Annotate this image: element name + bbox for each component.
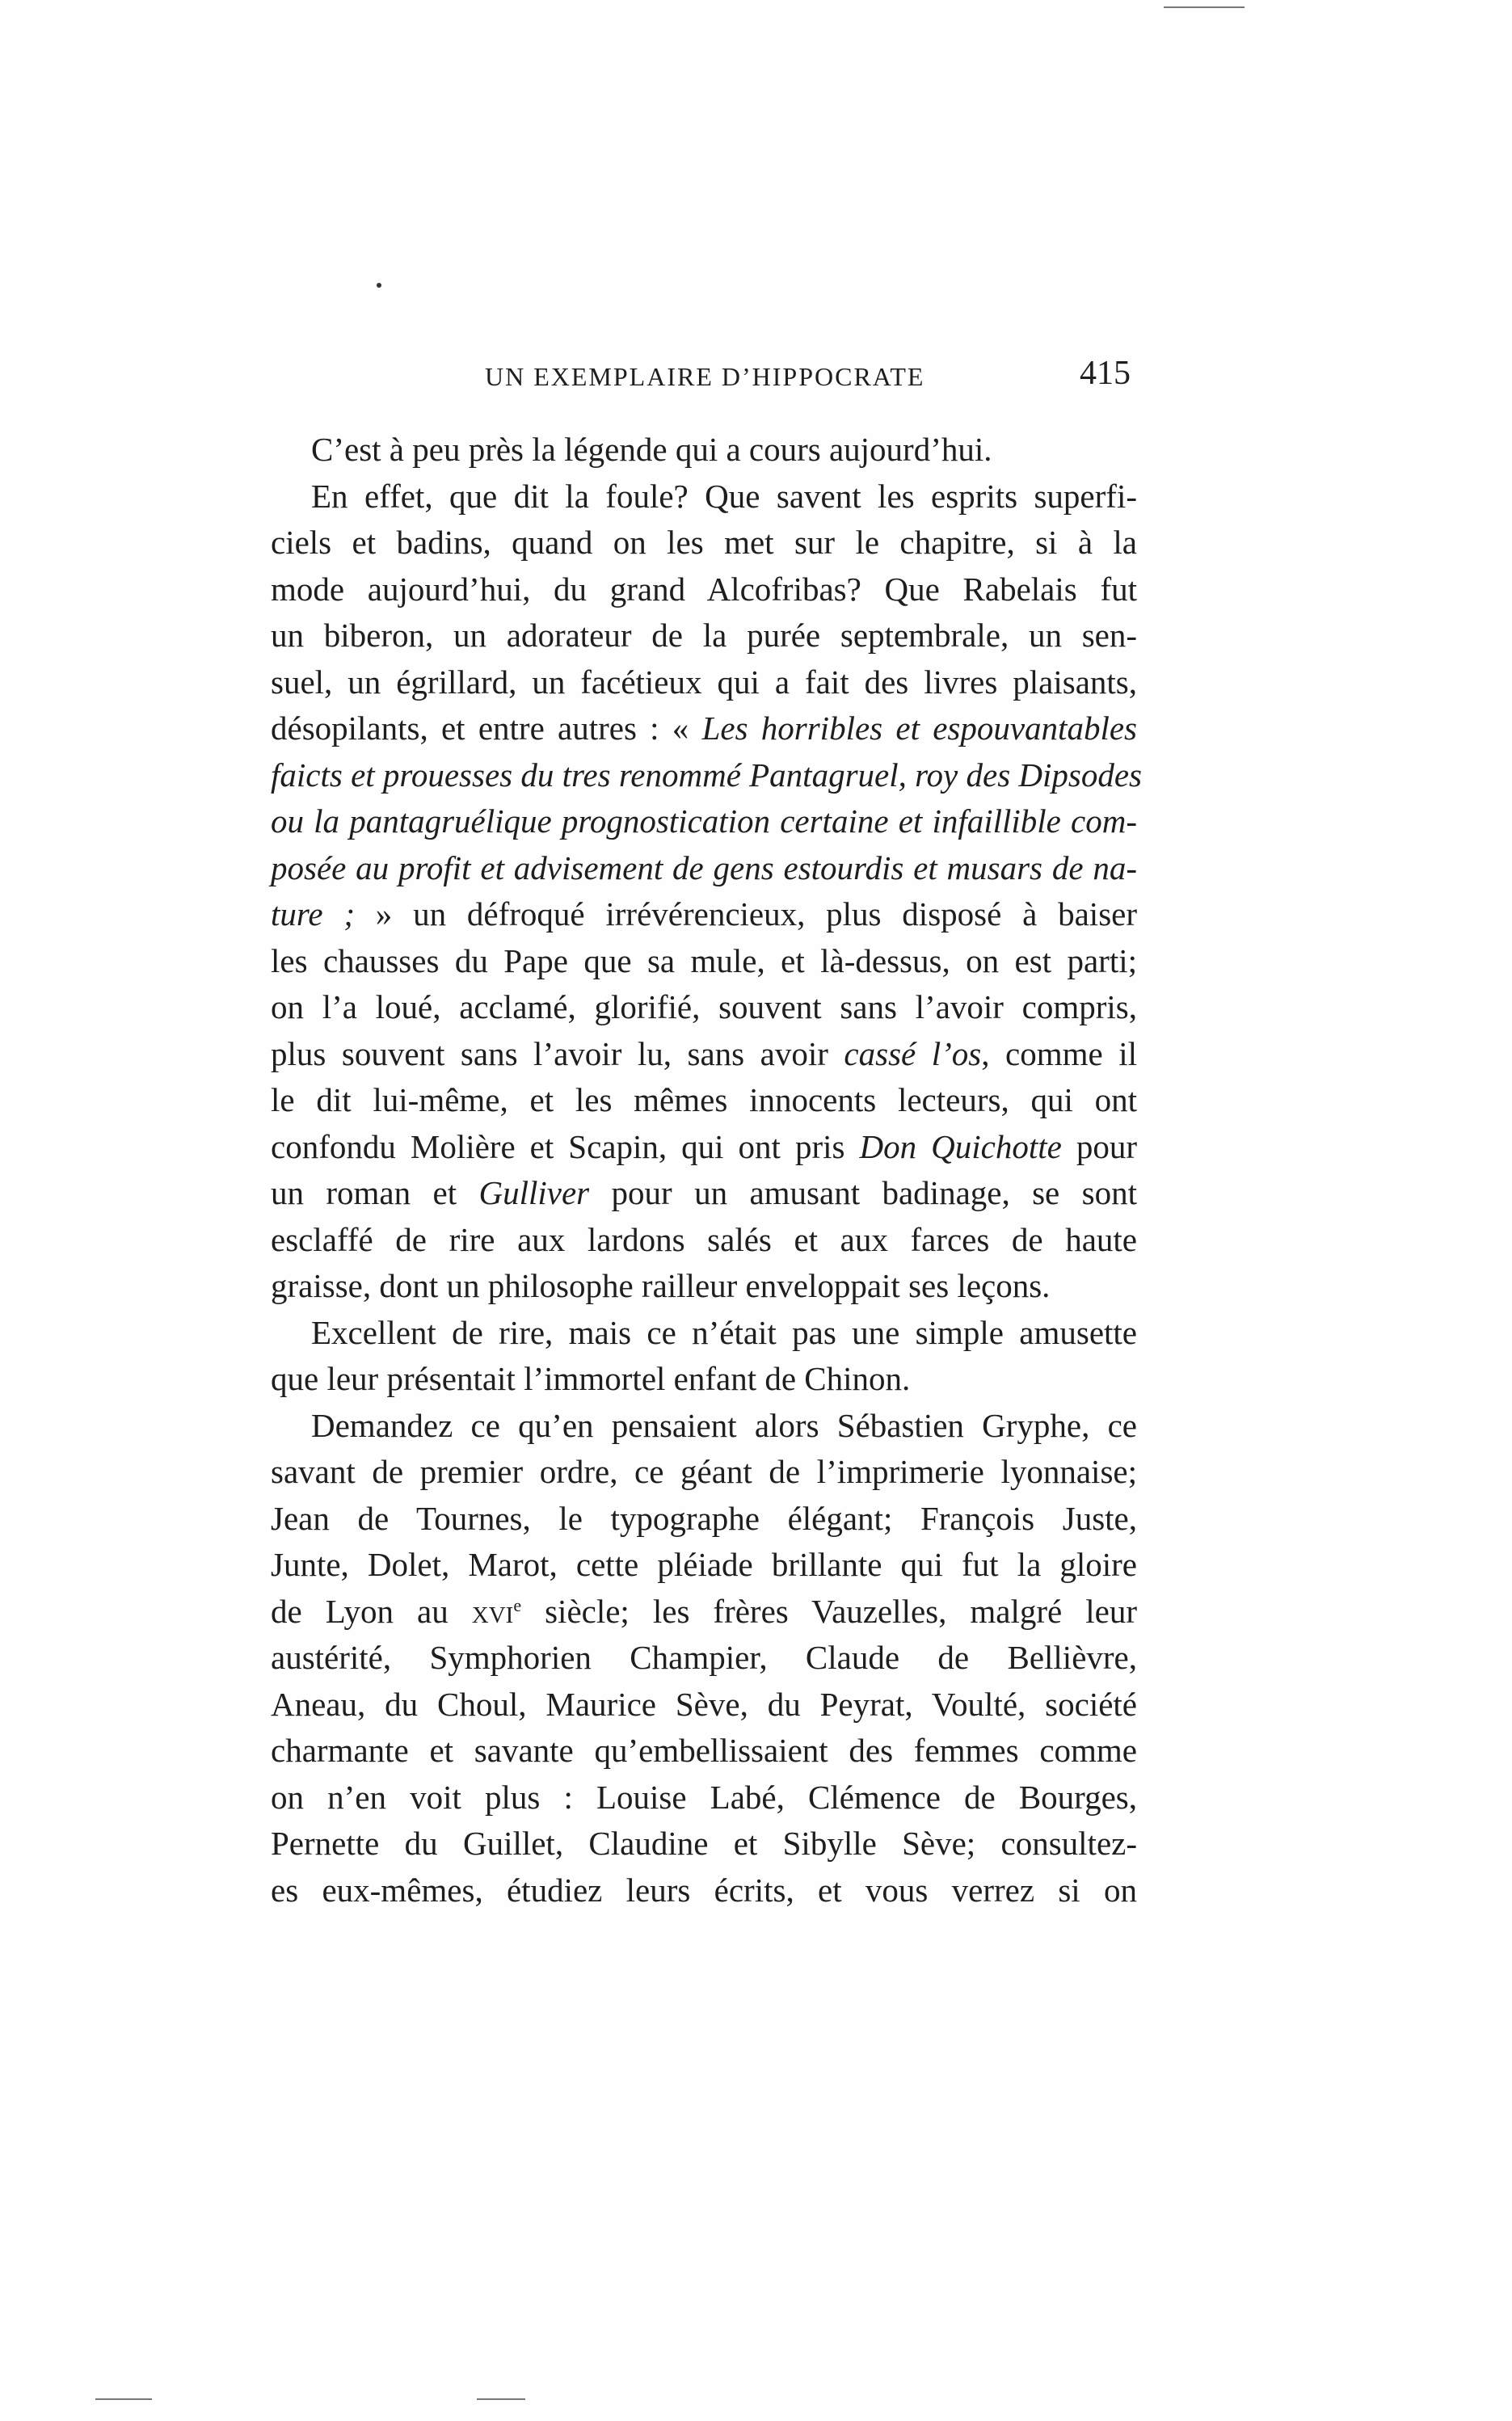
text-run: un roman et [271,1174,479,1211]
text-line: graisse, dont un philosophe railleur enveloppait ses leçons. [271,1267,1051,1304]
scan-edge-mark-bottom-center [477,2398,525,2400]
book-title-italic: ture ; [271,895,355,933]
body-text [271,427,1143,1914]
text-line: Junte, Dolet, Marot, cette pléiade brillante qui fut la gloire [271,1546,1137,1583]
century-small-caps: xvi [471,1592,514,1630]
book-title-italic: Gulliver [478,1174,590,1211]
text-line [271,1589,1137,1636]
text-line: faicts et prouesses du tres renommé Pantagruel, roy des Dipsodes [271,756,1143,794]
text-line: Aneau, du Choul, Maurice Sève, du Peyrat, Voulté, société [271,1685,1137,1723]
text-run: » un défroqué irrévérencieux, plus disposé à baiser [354,895,1137,933]
text-line: C’est à peu près la légende qui a cours aujourd’hui. [311,431,992,468]
scan-edge-mark-top [1164,6,1245,8]
running-head: UN EXEMPLAIRE D’HIPPOCRATE [485,362,925,391]
text-run: pour [1061,1127,1137,1165]
text-line: En effet, que dit la foule? Que savent les esprits superfi- [311,477,1137,515]
superscript: e [513,1594,522,1615]
text-line: Pernette du Guillet, Claudine et Sibylle Sève; consultez- [271,1825,1137,1862]
text-line: mode aujourd’hui, du grand Alcofribas? Que Rabelais fut [271,570,1137,608]
text-run: confondu Molière et Scapin, qui ont pris [271,1127,860,1165]
text-line [271,705,1137,752]
text-line: es eux-mêmes, étudiez leurs écrits, et vous verrez si on [271,1871,1137,1909]
page-number: 415 [1080,355,1131,392]
text-line [271,1124,1137,1171]
text-run: , comme il [981,1034,1137,1072]
text-line: que leur présentait l’immortel enfant de Chinon. [271,1360,911,1397]
text-line: les chausses du Pape que sa mule, et là-dessus, on est parti; [271,941,1137,979]
italic-phrase: cassé l’os [844,1034,982,1072]
text-line [271,1031,1137,1078]
book-title-italic: Don Quichotte [859,1127,1062,1165]
scan-edge-mark-bottom-left [95,2398,152,2400]
text-line: Excellent de rire, mais ce n’était pas une simple amusette [311,1313,1137,1351]
text-line: le dit lui-même, et les mêmes innocents lecteurs, qui ont [271,1081,1137,1118]
ink-dot [377,283,381,288]
text-line: savant de premier ordre, ce géant de l’imprimerie lyonnaise; [271,1453,1137,1490]
text-line: esclaffé de rire aux lardons salés et aux farces de haute [271,1220,1137,1258]
text-line: on n’en voit plus : Louise Labé, Clémence de Bourges, [271,1778,1137,1816]
text-line: ou la pantagruélique prognostication certaine et infaillible com- [271,802,1137,840]
text-line [271,891,1137,938]
text-line: Jean de Tournes, le typographe élégant; François Juste, [271,1499,1137,1537]
text-run: plus souvent sans l’avoir lu, sans avoir [271,1034,844,1072]
text-line: suel, un égrillard, un facétieux qui a fait des livres plaisants, [271,663,1137,701]
text-run: siècle; les frères Vauzelles, malgré leur [521,1592,1137,1630]
text-line: ciels et badins, quand on les met sur le chapitre, si à la [271,524,1137,561]
text-line: Demandez ce qu’en pensaient alors Sébastien Gryphe, ce [311,1406,1137,1444]
text-run: de Lyon au [271,1592,472,1630]
text-line: charmante et savante qu’embellissaient des femmes comme [271,1732,1137,1769]
book-title-italic: Les horribles et espouvantables [701,709,1137,747]
text-run: désopilants, et entre autres : « [271,709,702,747]
text-line: posée au profit et advisement de gens estourdis et musars de na- [271,848,1137,886]
text-line: on l’a loué, acclamé, glorifié, souvent sans l’avoir compris, [271,988,1137,1025]
text-line [271,1170,1137,1217]
text-line: austérité, Symphorien Champier, Claude de Bellièvre, [271,1639,1137,1676]
text-line: un biberon, un adorateur de la purée septembrale, un sen- [271,617,1137,654]
text-run: pour un amusant badinage, se sont [589,1174,1137,1211]
